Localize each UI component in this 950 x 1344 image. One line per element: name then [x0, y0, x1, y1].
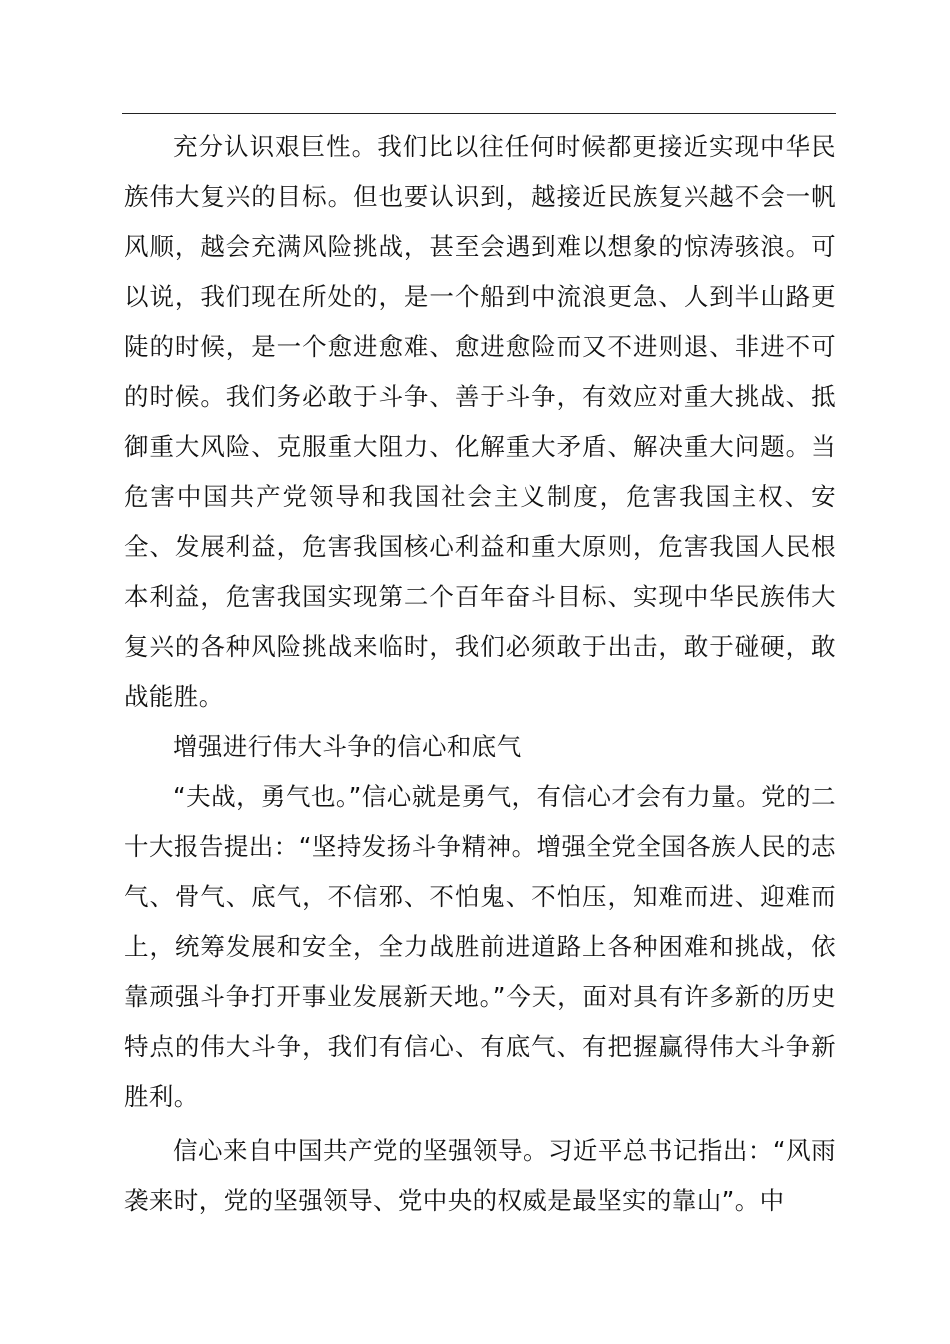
paragraph-recognize-difficulty: 充分认识艰巨性。我们比以往任何时候都更接近实现中华民族伟大复兴的目标。但也要认识到，越接近民族复兴越不会一帆风顺，越会充满风险挑战，甚至会遇到难以想象的惊涛骇浪。可以说，我们现在所处的，是一个船到中流浪更急、人到半山路更陡的时候，是一个愈进愈难、愈进愈险而又不进则退、非进不可的时候。我们务必敢于斗争、善于斗争，有效应对重大挑战、抵御重大风险、克服重大阻力、化解重大矛盾、解决重大问题。当危害中国共产党领导和我国社会主义制度，危害我国主权、安全、发展利益，危害我国核心利益和重大原则，危害我国人民根本利益，危害我国实现第二个百年奋斗目标、实现中华民族伟大复兴的各种风险挑战来临时，我们必须敢于出击，敢于碰硬，敢战能胜。: [124, 132, 836, 711]
header-rule: [122, 113, 836, 114]
paragraph-courage: “夫战，勇气也。”信心就是勇气，有信心才会有力量。党的二十大报告提出：“坚持发扬斗争精神。增强全党全国各族人民的志气、骨气、底气，不信邪、不怕鬼、不怕压，知难而进、迎难而上，统筹发展和安全，全力战胜前进道路上各种困难和挑战，依靠顽强斗争打开事业发展新天地。”今天，面对具有许多新的历史特点的伟大斗争，我们有信心、有底气、有把握赢得伟大斗争新胜利。: [124, 782, 836, 1111]
paragraph-party-leadership: 信心来自中国共产党的坚强领导。习近平总书记指出：“风雨袭来时，党的坚强领导、党中央的权威是最坚实的靠山”。中: [124, 1136, 836, 1215]
section-heading-confidence: 增强进行伟大斗争的信心和底气: [173, 732, 522, 761]
document-body: [124, 122, 836, 1226]
